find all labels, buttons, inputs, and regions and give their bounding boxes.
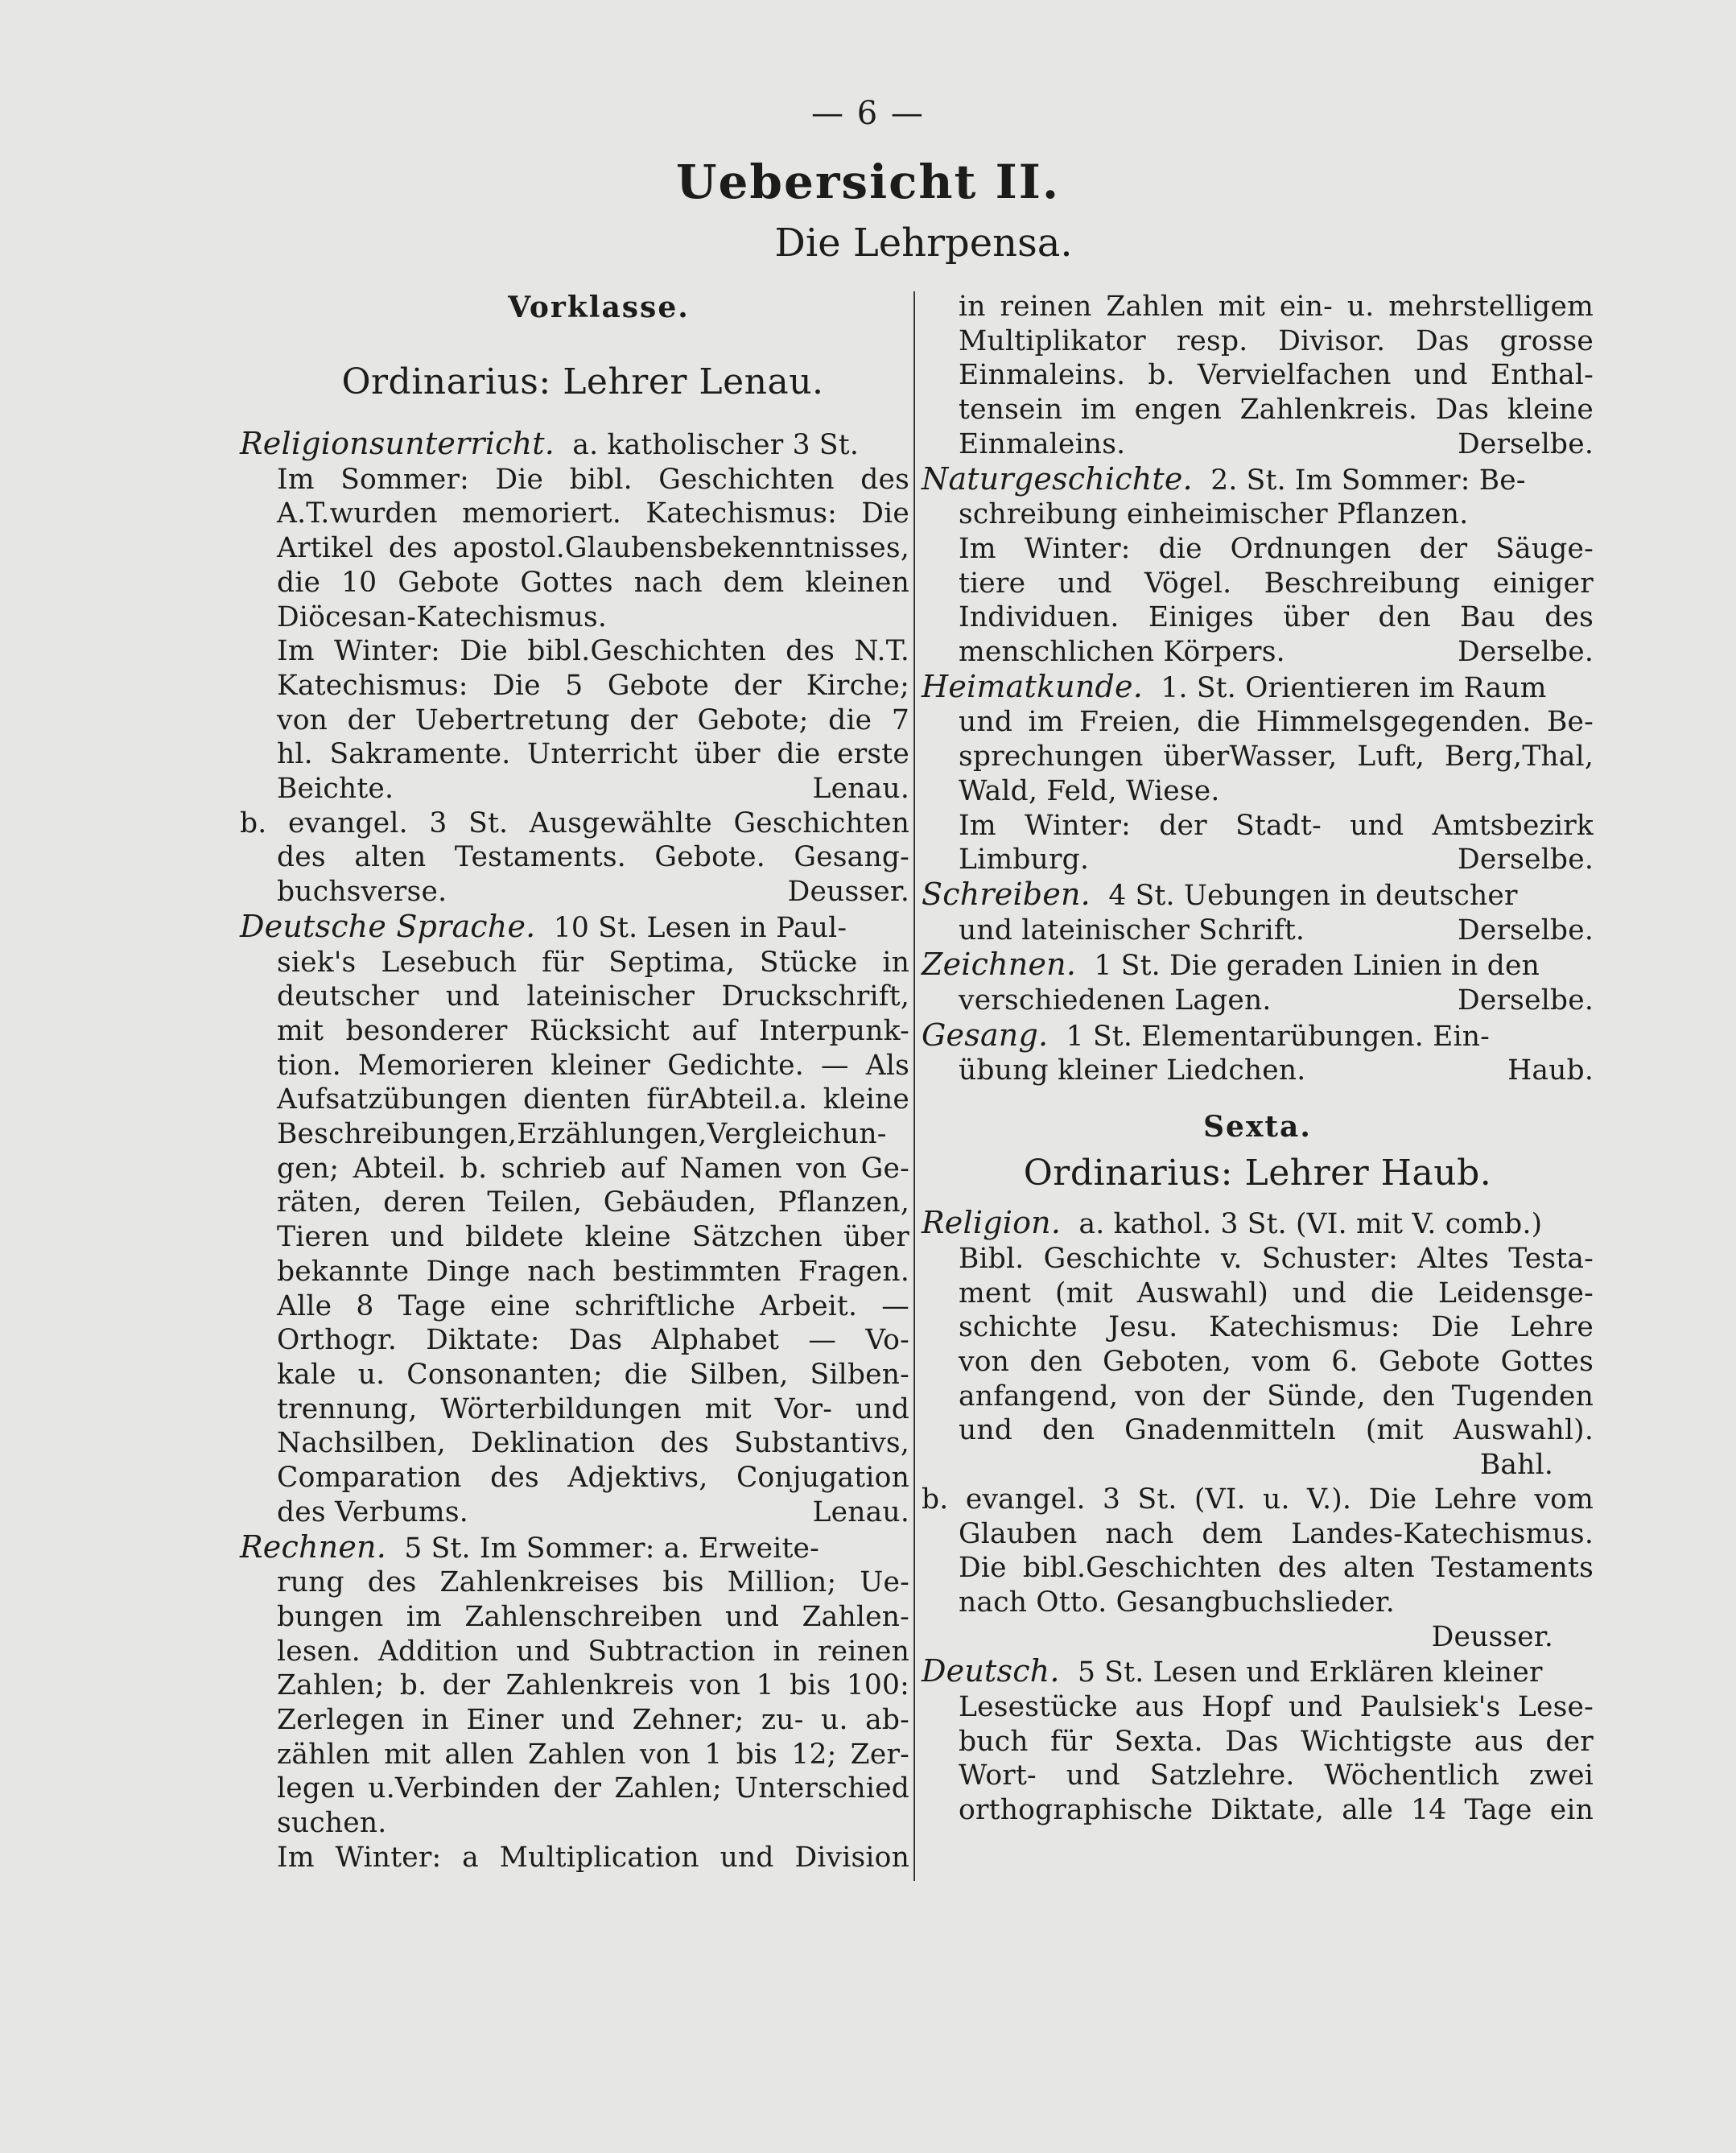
entry-line: b. evangel. 3 St. (VI. u. V.). Die Lehre vom [922,1483,1594,1516]
entry-text: übung kleiner Liedchen. [959,1054,1306,1087]
entry-schreiben [922,877,1594,947]
entry-line: tiere und Vögel. Beschreibung einiger [959,567,1594,600]
entry-line: Nachsilben, Deklination des Substantivs, [277,1427,909,1460]
entry-line: sprechungen überWasser, Luft, Berg,Thal, [959,740,1594,773]
entry-line [240,772,909,806]
entry-line: kale u. Consonanten; die Silben, Silben- [277,1358,909,1391]
entry-first-line [922,947,1594,984]
page-subtitle: Die Lehrpensa. [774,221,1073,266]
entry-line [240,875,909,909]
entry-line: siek's Lesebuch für Septima, Stücke in [277,946,909,979]
entry-line: Orthogr. Diktate: Das Alphabet — Vo- [277,1324,909,1357]
entry-text: a. kathol. 3 St. (VI. mit V. comb.) [1078,1208,1543,1241]
entry-deutsche-sprache [240,909,909,1530]
entry-text: verschiedenen Lagen. [959,984,1272,1017]
entry-first-line [922,670,1594,706]
teacher-signature: Derselbe. [1458,984,1594,1017]
subject-label: Heimatkunde. [922,668,1144,704]
entry-line: von den Geboten, vom 6. Gebote Gottes [959,1345,1594,1378]
entry-line: Die bibl.Geschichten des alten Testaments [959,1552,1594,1585]
entry-line [922,1054,1594,1088]
entry-line: trennung, Wörterbildungen mit Vor- und [277,1392,909,1425]
entry-line: hl. Sakramente. Unterricht über die erste [277,738,909,771]
entry-line: zählen mit allen Zahlen von 1 bis 12; Zer- [277,1738,909,1771]
entry-line: räten, deren Teilen, Gebäuden, Pflanzen, [277,1186,909,1219]
entry-text: 1 St. Elementarübungen. Ein- [1066,1020,1490,1053]
subject-label: Deutsche Sprache. [240,908,536,944]
entry-line: Comparation des Adjektivs, Conjugation [277,1462,909,1495]
entry-text: des Verbums. [277,1495,468,1528]
entry-first-line [240,909,909,946]
entry-text: 10 St. Lesen in Paul- [553,911,847,944]
ordinarius-vorklasse: Ordinarius: Lehrer Lenau. [341,361,824,402]
entry-text: 5 St. Lesen und Erklären kleiner [1077,1656,1543,1689]
teacher-signature: Deusser. [1431,1620,1553,1653]
entry-line: Im Winter: die Ordnungen der Säuge- [959,532,1594,565]
entry-text: menschlichen Körpers. [959,636,1285,669]
entry-deutsch [922,1654,1594,1828]
entry-line: A.T.wurden memoriert. Katechismus: Die [277,497,909,530]
section-heading-sexta: Sexta. [1203,1110,1312,1145]
entry-line: buch für Sexta. Das Wichtigste aus der [959,1725,1594,1758]
entry-line: ment (mit Auswahl) und die Leidensge- [959,1277,1594,1310]
entry-line: rung des Zahlenkreises bis Million; Ue- [277,1566,909,1599]
entry-line: tensein im engen Zahlenkreis. Das kleine [959,394,1594,427]
entry-gesang [922,1018,1594,1088]
entry-line: Wald, Feld, Wiese. [959,774,1220,807]
entry-line [922,914,1594,948]
entry-first-line [240,1530,909,1566]
teacher-signature: Derselbe. [1458,914,1594,947]
entry-line: Einmaleins. b. Vervielfachen und Enthal- [959,359,1594,392]
entry-text: 1 St. Die geraden Linien in den [1094,950,1540,983]
entry-line: Zahlen; b. der Zahlenkreis von 1 bis 100: [277,1669,909,1702]
subject-label: Rechnen. [240,1528,386,1565]
entry-line: gen; Abteil. b. schrieb auf Namen von Ge- [277,1152,909,1185]
teacher-signature: Derselbe. [1458,636,1594,669]
entry-zeichnen [922,947,1594,1017]
entry-line: Im Sommer: Die bibl. Geschichten des [277,463,909,496]
entry-line: mit besonderer Rücksicht auf Interpunk- [277,1014,909,1047]
right-column [922,290,1594,1899]
entry-line: Individuen. Einiges über den Bau des [959,601,1594,634]
entry-rechnen-continued [922,290,1594,462]
entry-line: Beschreibungen,Erzählungen,Vergleichun- [277,1118,887,1151]
subject-label: Schreiben. [922,876,1091,912]
entry-line: Im Winter: der Stadt- und Amtsbezirk [959,809,1594,842]
subject-label: Religion. [922,1205,1062,1241]
entry-line: Glauben nach dem Landes-Katechismus. [959,1517,1594,1550]
entry-line: und den Gnadenmitteln (mit Auswahl). [959,1414,1594,1447]
entry-text: buchsverse. [277,876,447,909]
left-column [240,290,909,1899]
subject-label: Deutsch. [922,1653,1060,1689]
entry-line: schreibung einheimischer Pflanzen. [959,498,1469,531]
entry-line: Alle 8 Tage eine schriftliche Arbeit. — [277,1289,909,1322]
entry-line: Bibl. Geschichte v. Schuster: Altes Testa- [959,1242,1594,1275]
entry-line: deutscher und lateinischer Druckschrift, [277,980,909,1013]
entry-line: Im Winter: Die bibl.Geschichten des N.T. [277,635,909,668]
entry-naturgeschichte [922,462,1594,670]
column-divider [913,291,915,1881]
entry-text: 4 St. Uebungen in deutscher [1108,879,1518,912]
entry-line: b. evangel. 3 St. Ausgewählte Geschichten [240,806,909,839]
entry-line: lesen. Addition und Subtraction in reinen [277,1635,909,1668]
entry-line: die 10 Gebote Gottes nach dem kleinen [277,566,909,599]
entry-line: Wort- und Satzlehre. Wöchentlich zwei [959,1759,1594,1792]
entry-line: Artikel des apostol.Glaubensbekenntnisses, [277,532,909,565]
entry-line: von der Uebertretung der Gebote; die 7 [277,703,909,736]
entry-religion [922,1206,1594,1654]
entry-line: suchen. [277,1807,387,1840]
entry-line: und im Freien, die Himmelsgegenden. Be- [959,706,1594,739]
section-heading-vorklasse: Vorklasse. [508,291,690,324]
page-title: Uebersicht II. [675,155,1061,209]
entry-first-line [922,1206,1594,1242]
entry-line: bekannte Dinge nach bestimmten Fragen. [277,1255,909,1288]
entry-text: Beichte. [277,773,394,806]
ordinarius-sexta: Ordinarius: Lehrer Haub. [1023,1153,1492,1194]
teacher-signature: Derselbe. [1458,843,1594,876]
entry-first-line [922,462,1594,498]
entry-line: Im Winter: a Multiplication und Division [277,1841,909,1874]
entry-line [922,635,1594,670]
entry-line: nach Otto. Gesangbuchslieder. [959,1586,1395,1619]
subject-label: Naturgeschichte. [922,460,1193,497]
entry-first-line [922,1654,1594,1690]
entry-text: a. katholischer 3 St. [572,429,859,461]
entry-line: bungen im Zahlenschreiben und Zahlen- [277,1600,909,1633]
teacher-signature: Lenau. [812,773,909,806]
teacher-signature: Haub. [1507,1054,1594,1087]
entry-first-line [922,1018,1594,1054]
entry-line: orthographische Diktate, alle 14 Tage ein [959,1794,1594,1827]
entry-text: Einmaleins. [959,427,1126,460]
entry-text: Limburg. [959,843,1090,876]
entry-first-line [922,877,1594,914]
entry-line: schichte Jesu. Katechismus: Die Lehre [959,1311,1594,1344]
entry-line: Diöcesan-Katechismus. [277,600,608,633]
entry-text: 1. St. Orientieren im Raum [1161,671,1547,704]
entry-line [922,427,1594,462]
subject-label: Religionsunterricht. [240,426,555,461]
entry-line: Katechismus: Die 5 Gebote der Kirche; [277,669,909,702]
entry-line: anfangend, von der Sünde, den Tugenden [959,1380,1594,1413]
entry-heimatkunde [922,670,1594,877]
entry-text: 5 St. Im Sommer: a. Erweite- [404,1532,820,1565]
subject-label: Gesang. [922,1017,1049,1053]
entry-line: Multiplikator resp. Divisor. Das grosse [959,324,1594,357]
entry-line: legen u.Verbinden der Zahlen; Unterschied [277,1772,909,1805]
teacher-signature: Derselbe. [1458,427,1594,460]
entry-line: Aufsatzübungen dienten fürAbteil.a. kleine [277,1083,909,1116]
entry-line: Lesestücke aus Hopf und Paulsiek's Lese- [959,1691,1594,1724]
entry-line: Tieren und bildete kleine Sätzchen über [277,1221,909,1254]
entry-rechnen [240,1530,909,1875]
entry-first-line [240,427,909,463]
entry-line: tion. Memorieren kleiner Gedichte. — Als [277,1049,909,1082]
page-number: — 6 — [811,95,925,132]
entry-line: in reinen Zahlen mit ein- u. mehrstelligem [959,291,1594,323]
entry-line [922,843,1594,877]
teacher-signature: Lenau. [812,1495,909,1528]
entry-text: und lateinischer Schrift. [959,914,1305,947]
entry-line: des alten Testaments. Gebote. Gesang- [277,841,909,874]
teacher-signature: Bahl. [1479,1449,1553,1482]
entry-line [922,984,1594,1018]
teacher-signature: Deusser. [787,876,909,909]
entry-religionsunterricht [240,427,909,909]
entry-text: 2. St. Im Sommer: Be- [1210,464,1526,497]
entry-line: Zerlegen in Einer und Zehner; zu- u. ab- [277,1704,909,1737]
subject-label: Zeichnen. [922,947,1077,983]
entry-line [240,1495,909,1530]
